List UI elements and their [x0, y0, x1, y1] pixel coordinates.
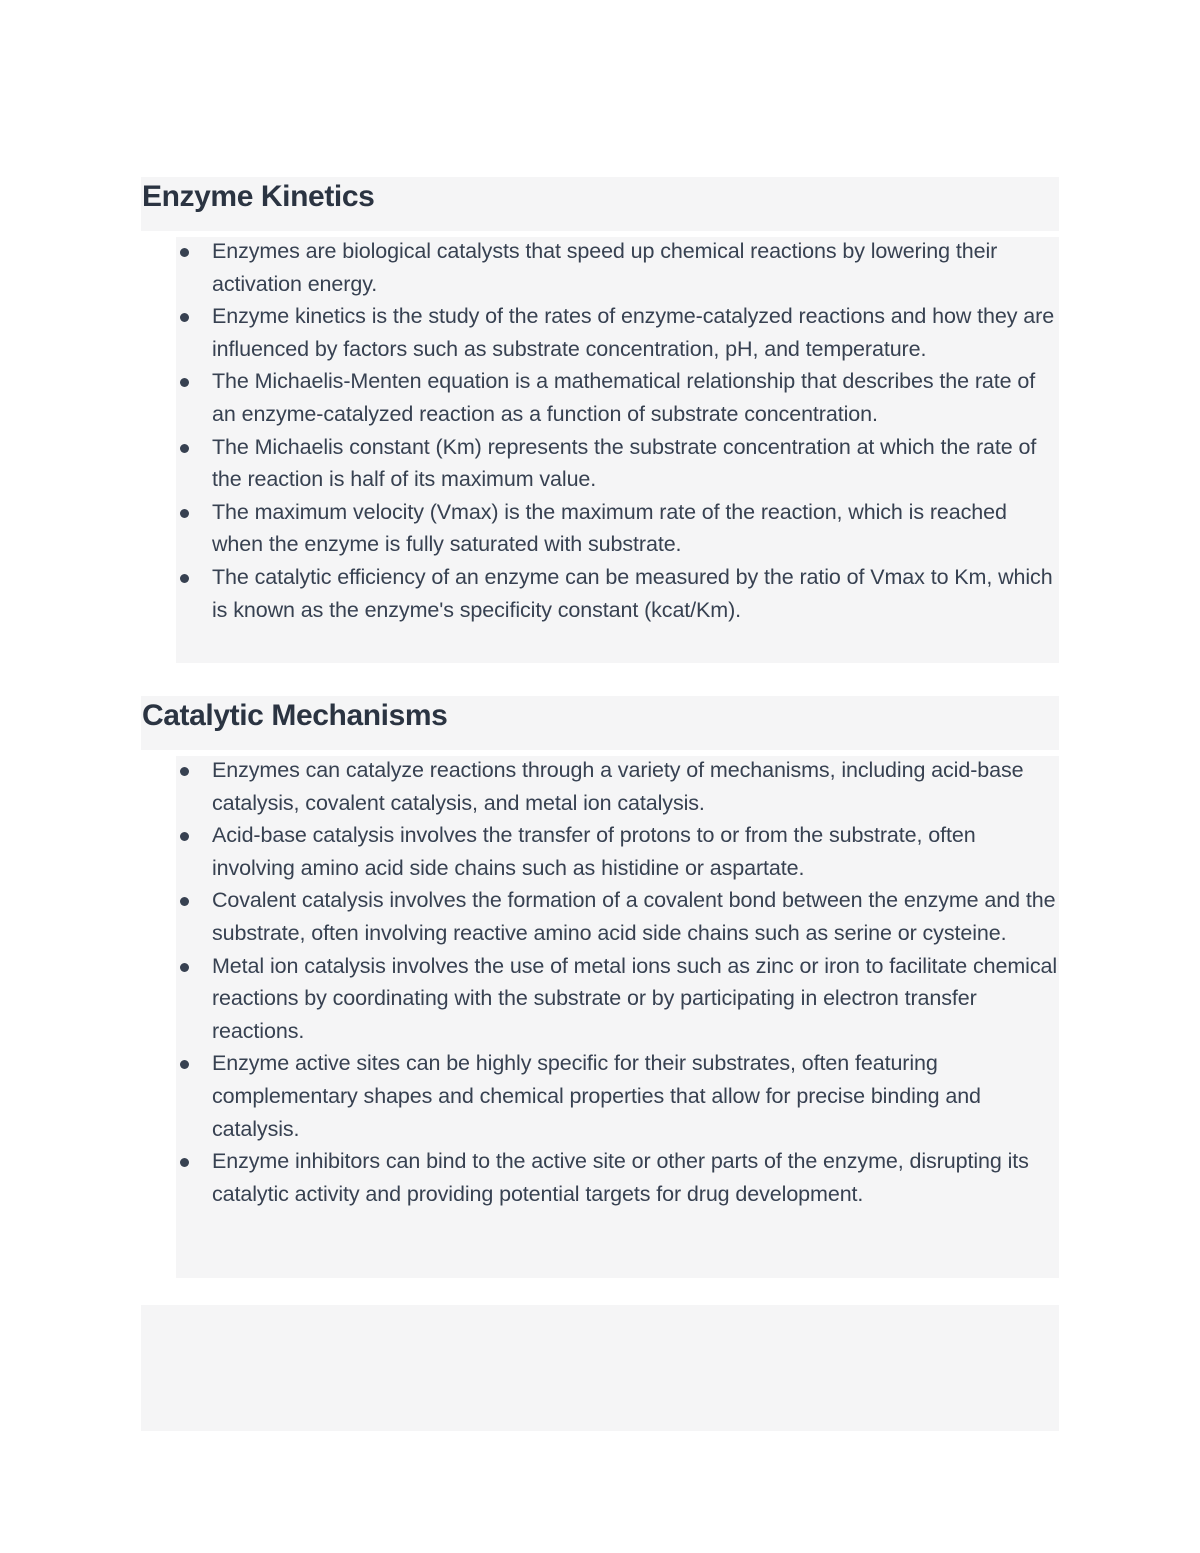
bullet-list-catalytic-mechanisms — [176, 754, 1059, 1210]
bullet-icon — [180, 963, 189, 972]
list-item — [176, 950, 1059, 1048]
list-item — [176, 1047, 1059, 1145]
bullet-icon — [180, 248, 189, 257]
list-item-text: The maximum velocity (Vmax) is the maximum rate of the reaction, which is reached when the enzyme is fully saturated with substrate. — [212, 499, 1007, 557]
list-item-text: Enzyme inhibitors can bind to the active site or other parts of the enzyme, disrupting its catalytic activity and providing potential targets for drug development. — [212, 1149, 1029, 1206]
bullet-icon — [180, 1158, 189, 1167]
list-item-text: Enzymes can catalyze reactions through a variety of mechanisms, including acid-base catalysis, covalent catalysis, and metal ion catalysis. — [212, 758, 1024, 815]
section-heading-block — [141, 696, 1059, 750]
list-item — [176, 561, 1059, 626]
list-item-text: Enzymes are biological catalysts that speed up chemical reactions by lowering their activation energy. — [212, 239, 998, 296]
section-heading-block — [141, 177, 1059, 231]
list-item-text: Covalent catalysis involves the formation of a covalent bond between the enzyme and the substrate, often involving reactive amino acid side chains such as serine or cysteine. — [212, 888, 1056, 945]
list-item — [176, 235, 1059, 300]
bullet-list-block — [176, 756, 1059, 1278]
empty-content-block — [141, 1305, 1059, 1431]
list-item-text: Enzyme active sites can be highly specific for their substrates, often featuring complementary shapes and chemical properties that allow for precise binding and catalysis. — [212, 1051, 981, 1141]
list-item-text: The Michaelis constant (Km) represents the substrate concentration at which the rate of the reaction is half of its maximum value. — [212, 434, 1037, 492]
section-title-enzyme-kinetics: Enzyme Kinetics — [142, 180, 375, 213]
list-item — [176, 1145, 1059, 1210]
list-item-text: The Michaelis-Menten equation is a mathematical relationship that describes the rate of an enzyme-catalyzed reaction as a function of substrate concentration. — [212, 369, 1036, 426]
list-item — [176, 365, 1059, 430]
bullet-icon — [180, 509, 189, 518]
bullet-icon — [180, 832, 189, 841]
bullet-icon — [180, 897, 189, 906]
list-item-text: Acid-base catalysis involves the transfer of protons to or from the substrate, often involving amino acid side chains such as histidine or aspartate. — [212, 823, 976, 880]
list-item-text: The catalytic efficiency of an enzyme can be measured by the ratio of Vmax to Km, which is known as the enzyme's specificity constant (kcat/Km). — [212, 564, 1053, 622]
list-item — [176, 300, 1059, 365]
list-item-text: Enzyme kinetics is the study of the rates of enzyme-catalyzed reactions and how they are influenced by factors such as substrate concentration, pH, and temperature. — [212, 304, 1055, 361]
bullet-list-block — [176, 237, 1059, 663]
list-item — [176, 819, 1059, 884]
list-item — [176, 431, 1059, 496]
list-item — [176, 496, 1059, 561]
list-item-text: Metal ion catalysis involves the use of metal ions such as zinc or iron to facilitate chemical reactions by coordinating with the substrate or by participating in electron transfer reactions. — [212, 953, 1058, 1043]
bullet-icon — [180, 574, 189, 583]
bullet-icon — [180, 1060, 189, 1069]
bullet-icon — [180, 767, 189, 776]
list-item — [176, 754, 1059, 819]
bullet-list-enzyme-kinetics — [176, 235, 1059, 626]
list-item — [176, 884, 1059, 949]
bullet-icon — [180, 378, 189, 387]
section-title-catalytic-mechanisms: Catalytic Mechanisms — [142, 699, 448, 732]
bullet-icon — [180, 313, 189, 322]
bullet-icon — [180, 444, 189, 453]
